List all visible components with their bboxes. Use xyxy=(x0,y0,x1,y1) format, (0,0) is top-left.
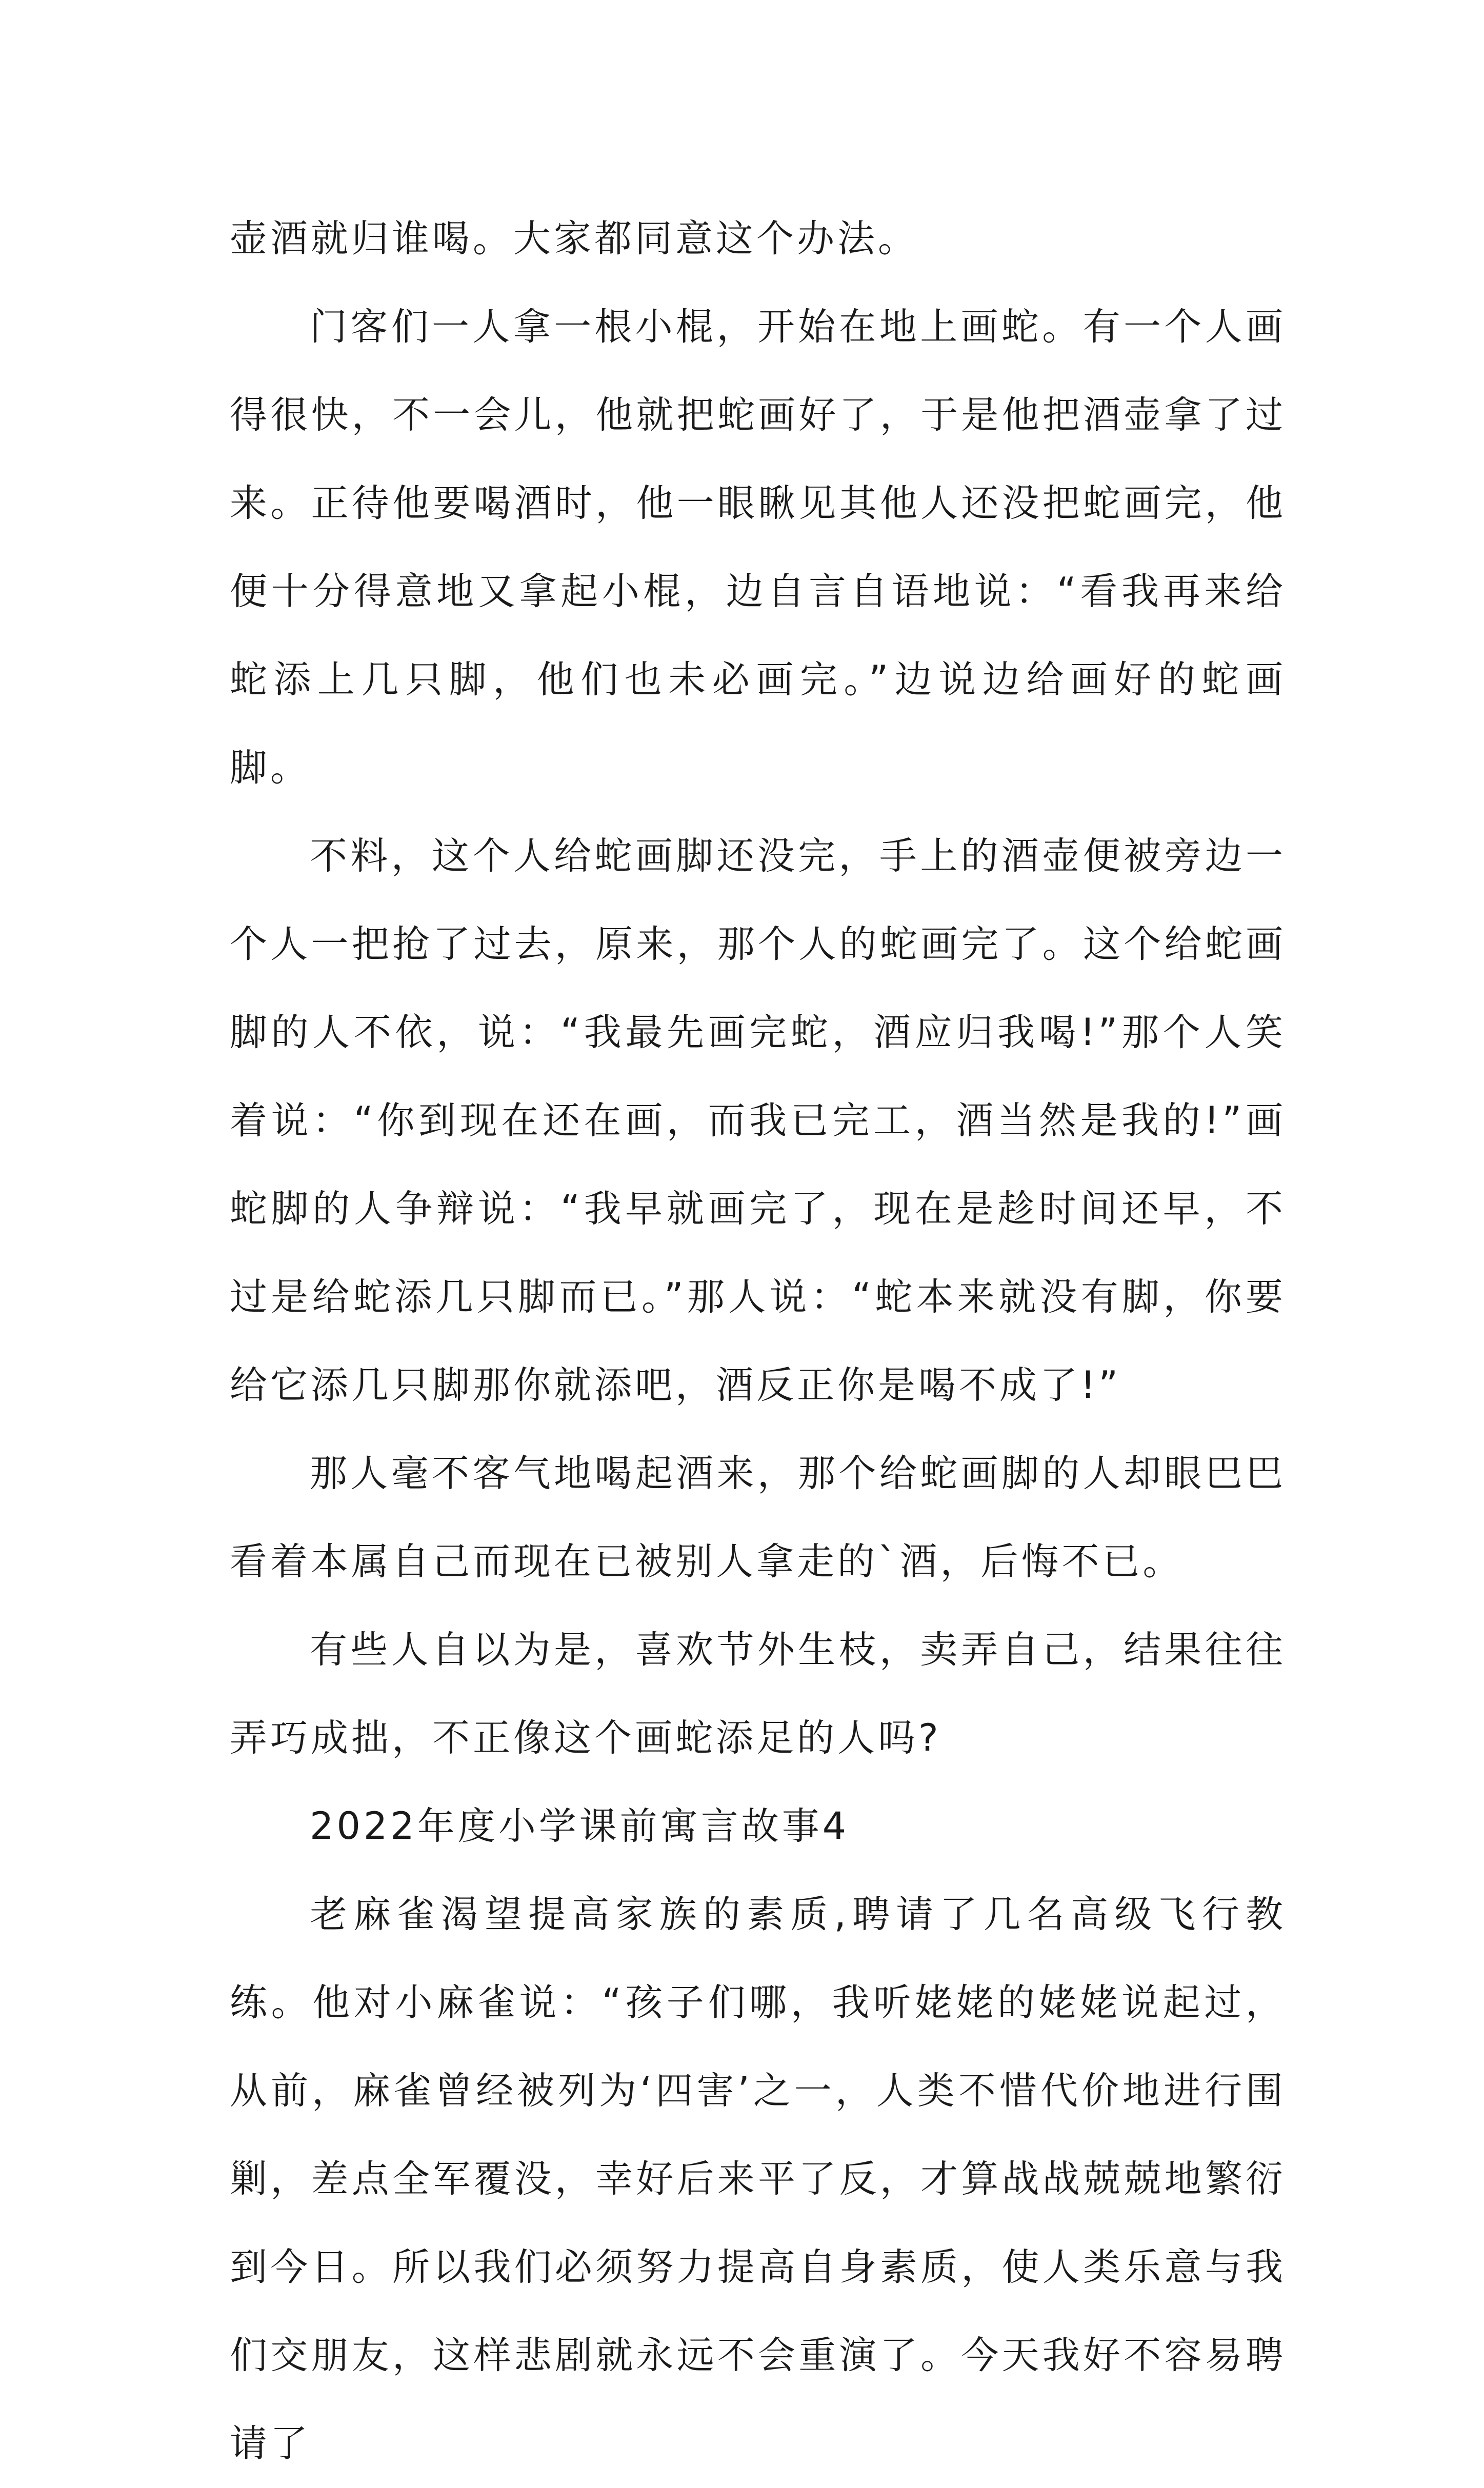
paragraph-3: 不料，这个人给蛇画脚还没完，手上的酒壶便被旁边一个人一把抢了过去，原来，那个人的蛇画完了。这个给蛇画脚的人不依，说：“我最先画完蛇，酒应归我喝!”那个人笑着说：“你到现在还在画，而我已完工，酒当然是我的!”画蛇脚的人争辩说：“我早就画完了，现在是趁时间还早，不过是给蛇添几只脚而已。”那人说：“蛇本来就没有脚，你要给它添几只脚那你就添吧，酒反正你是喝不成了!” xyxy=(230,834,1286,1407)
paragraph-2: 门客们一人拿一根小棍，开始在地上画蛇。有一个人画得很快，不一会儿，他就把蛇画好了，于是他把酒壶拿了过来。正待他要喝酒时，他一眼瞅见其他人还没把蛇画完，他便十分得意地又拿起小棍，边自言自语地说：“看我再来给蛇添上几只脚，他们也未必画完。”边说边给画好的蛇画脚。 xyxy=(230,305,1286,790)
paragraph-4: 那人毫不客气地喝起酒来，那个给蛇画脚的人却眼巴巴看着本属自己而现在已被别人拿走的`酒，后悔不已。 xyxy=(230,1452,1286,1583)
paragraph-6: 老麻雀渴望提高家族的素质,聘请了几名高级飞行教练。他对小麻雀说：“孩子们哪，我听姥姥的姥姥说起过，从前，麻雀曾经被列为‘四害’之一，人类不惜代价地进行围剿，差点全军覆没，幸好后来平了反，才算战战兢兢地繁衍到今日。所以我们必须努力提高自身素质，使人类乐意与我们交朋友，这样悲剧就永远不会重演了。今天我好不容易聘请了 xyxy=(230,1893,1286,2465)
paragraph-5: 有些人自以为是，喜欢节外生枝，卖弄自己，结果往往弄巧成拙，不正像这个画蛇添足的人吗? xyxy=(230,1628,1286,1760)
section-heading: 2022年度小学课前寓言故事4 xyxy=(310,1804,850,1848)
document-body xyxy=(230,195,1286,2488)
paragraph-1: 壶酒就归谁喝。大家都同意这个办法。 xyxy=(230,217,918,260)
